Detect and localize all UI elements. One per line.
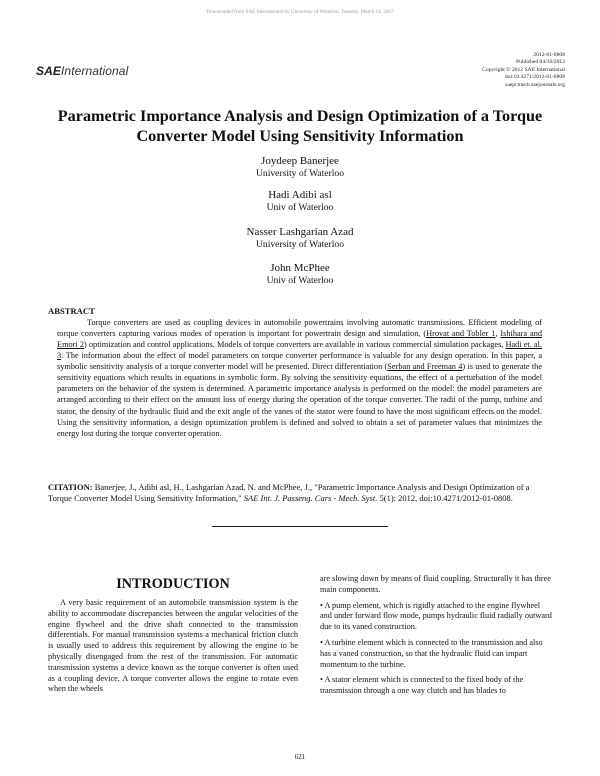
intro-continuation: are slowing down by means of fluid coupling. Structurally it has three main components. <box>320 574 551 594</box>
author-block <box>0 155 600 180</box>
author-name: Hadi Adibi asl <box>268 189 332 201</box>
author-block <box>0 262 600 287</box>
author-affiliation: Univ of Waterloo <box>266 202 334 213</box>
copyright: Copyright © 2012 SAE International <box>482 66 565 73</box>
journal-name: SAE Int. J. Passeng. Cars - Mech. Syst. <box>243 493 378 504</box>
author-name: Joydeep Banerjee <box>261 155 339 167</box>
journal-site: saepcmech.saejournals.org <box>505 81 565 88</box>
logo-suffix: International <box>60 64 129 78</box>
author-affiliation: University of Waterloo <box>255 168 345 179</box>
abstract-heading: ABSTRACT <box>48 306 95 316</box>
reference-link[interactable]: Hrovat and Tobler 1 <box>426 329 496 339</box>
sae-logo <box>36 64 128 78</box>
reference-link[interactable]: Ishihara and Emori 2 <box>57 329 543 350</box>
page-number: 621 <box>294 753 306 761</box>
author-affiliation: Univ of Waterloo <box>266 275 334 286</box>
paper-number: 2012-01-0808 <box>533 52 565 58</box>
intro-left-column: A very basic requirement of an automobile transmission system is the ability to accommodate discrepancies between the angular velocities of the engine flywheel and the drive shaft connected to the transmission differentials. For manual transmission systems a mechanical friction clutch is usually used to address this requirement by allowing the engine to be physically disengaged from the rest of the transmission. For automatic transmission systems a device known as the torque converter is often used as a coupling device. A torque converter allows the engine to rotate even when the wheels <box>48 598 298 694</box>
bullet-item: • A stator element which is connected to the fixed body of the transmission through a one way clutch and has blades to <box>320 675 524 696</box>
paper-meta <box>482 52 565 89</box>
intro-right-column <box>320 574 552 702</box>
citation: CITATION: Banerjee, J., Adibi asl, H., Lashgarian Azad, N. and McPhee, J., "Parametric Importance Analysis and Design Optimization of a Torque Converter Model Using Sensitivity Information," SAE Int. J. Passeng. Cars - Mech. Syst. 5(1): 2012, doi:10.4271/2012-01-0808. <box>48 482 530 504</box>
paper-title: Parametric Importance Analysis and Design Optimization of a Torque Converter Model Using Sensitivity Information <box>57 107 543 145</box>
bullet-item: • A pump element, which is rigidly attached to the engine flywheel and under forward flow mode, pumps hydraulic fluid radially outward due to its vaned construction. <box>320 600 552 632</box>
author-block <box>0 189 600 214</box>
download-note: Downloaded from SAE International by University of Waterloo, Tuesday, March 14, 2017 <box>206 9 394 15</box>
published-date: Published 04/16/2012 <box>516 59 565 66</box>
abstract-text: Torque converters are used as coupling devices in automobile powertrains involving automatic transmissions. Efficient modeling of torque converters capturing various modes of operation is important for powertrain design and simulation, (Hrovat and Tobler 1, Ishihara and Emori 2) optimization and control applications. Models of torque converters are available in various commercial simulation packages, Hadi et. al. 3. The information about the effect of model parameters on torque converter performance is valuable for any design operation. In this paper, a symbolic sensitivity analysis of a torque converter model will be presented. Direct differentiation (Serban and Freeman 4) is used to generate the sensitivity equations which results in equations in symbolic form. By solving the sensitivity equations, the effect of a perturbation of the model parameters on the behavior of the system is determined. A parametric importance analysis is performed on the model: the model parameters are arranged according to their effect on the amount loss of energy during the operation of the torque converter. The radii of the pump, turbine and stator, the density of the hydraulic fluid and the exit angle of the vanes of the stator were found to have the most significant effects on the model. Using the sensitivity information, a design optimization problem is defined and solved to obtain a set of parameter values that minimizes the energy lost during the torque converter operation. <box>57 318 543 438</box>
author-affiliation: University of Waterloo <box>255 239 345 250</box>
doi: doi:10.4271/2012-01-0808 <box>504 74 565 81</box>
citation-label: CITATION: <box>48 482 93 492</box>
author-block <box>0 226 600 251</box>
logo-brand: SAE <box>36 64 61 78</box>
section-divider <box>212 526 388 527</box>
author-name: John McPhee <box>270 262 330 274</box>
reference-link[interactable]: Hadi et. al. 3 <box>57 340 542 361</box>
introduction-heading: INTRODUCTION <box>116 576 230 592</box>
reference-link[interactable]: Serban and Freeman 4 <box>387 362 463 372</box>
author-name: Nasser Lashgarian Azad <box>246 226 354 238</box>
bullet-item: • A turbine element which is connected to the transmission and also has a vaned construction, so that the hydraulic fluid can impart momentum to the turbine. <box>320 637 543 669</box>
